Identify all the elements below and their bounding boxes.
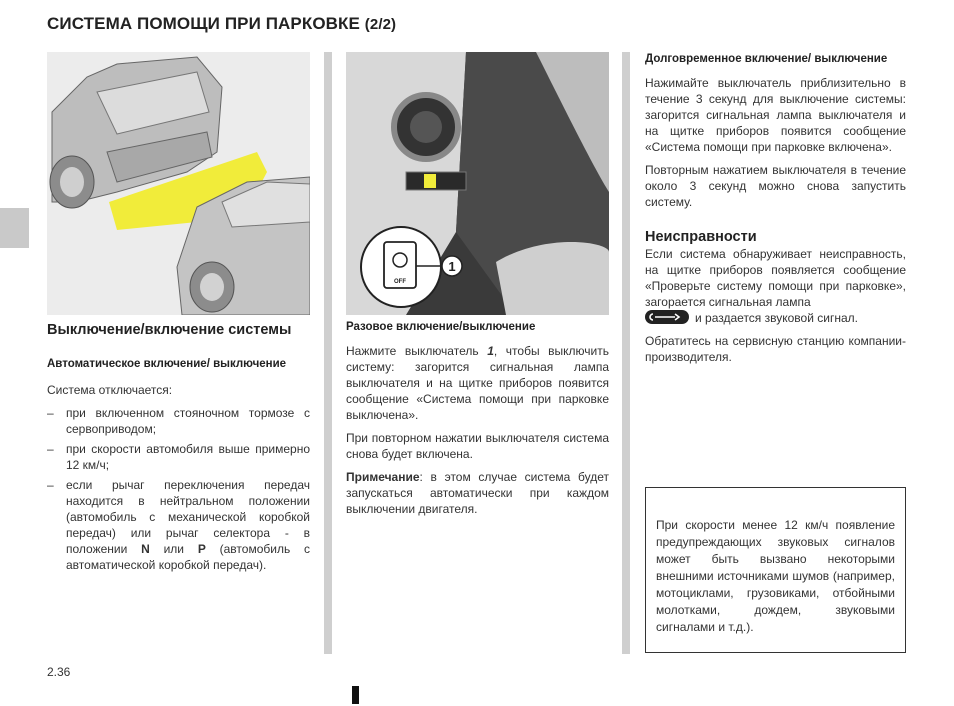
wrench-warning-icon	[645, 310, 689, 324]
text-span: Нажмите выключатель	[346, 344, 488, 358]
callout-number: 1	[448, 259, 456, 274]
dashboard-illustration	[346, 52, 609, 315]
paragraph-restart: Повторным нажатием выключателя в течение около 3 секунд можно снова запустить систему.	[645, 163, 906, 209]
paragraph-service: Обратитесь на сервисную станцию компании-производителя.	[645, 334, 906, 364]
chapter-tab	[0, 208, 29, 248]
note-text: : в этом случае система будет запускаться автоматически при каждом выключении двигателя.	[346, 470, 609, 516]
list-item-text: если рычаг переключения передач находится в нейтральном положении (автомобиль с механической коробкой передач) или рычаг селектора - в положении	[66, 478, 310, 556]
switch-number-ref: 1	[487, 344, 494, 358]
figure-car-rear-sensors	[47, 52, 310, 315]
list-item-text: (автомобиль с автоматической коробкой передач).	[66, 542, 310, 572]
list-item: – при скорости автомобиля выше примерно 12 км/ч;	[47, 441, 310, 473]
car-illustration	[47, 52, 310, 315]
subheading-auto: Автоматическое включение/ выключение	[47, 358, 287, 370]
figure-dashboard-switch	[346, 52, 609, 315]
column-divider-1	[324, 52, 332, 654]
paragraph-note	[346, 469, 609, 517]
column-2	[346, 320, 609, 524]
gear-n: N	[141, 542, 150, 556]
section-heading-off-on: Выключение/включение системы	[47, 322, 292, 338]
gear-p: P	[197, 542, 206, 556]
subheading-single: Разовое включение/выключение	[346, 321, 536, 333]
page-title-text: СИСТЕМА ПОМОЩИ ПРИ ПАРКОВКЕ	[47, 14, 360, 33]
switch-highlight	[424, 174, 436, 188]
text-span: и раздается звуковой сигнал.	[695, 311, 858, 325]
column-1	[47, 321, 310, 577]
note-box	[645, 487, 906, 653]
paragraph-intro: Система отключается:	[47, 383, 173, 397]
list-item: – при включенном стояночном тормозе с сервоприводом;	[47, 405, 310, 437]
note-box-text: При скорости менее 12 км/ч появление предупреждающих звуковых сигналов может быть вызвано некоторыми внешними источниками шумов (например, мотоциклами, грузовиками, отбойными молотками, дождем, звуковыми сигналами и т.д.).	[656, 518, 895, 634]
note-label: Примечание	[346, 470, 420, 484]
text-span: , чтобы выключить систему: загорится сигнальная лампа выключателя и на щитке приборов появится сообщение «Система помощи при парковке выключена».	[346, 344, 609, 422]
switch-off-label: OFF	[394, 279, 406, 285]
paragraph-fault	[645, 246, 906, 326]
paragraph-long-press: Нажимайте выключатель приблизительно в течение 3 секунд для выключение системы: загорится сигнальная лампа выключателя и на щитке приборов появится сообщение «Система помощи при парковке включена».	[645, 76, 906, 154]
list-item-text: или	[149, 542, 198, 556]
list-item	[47, 477, 310, 573]
section-heading-faults: Неисправности	[645, 229, 757, 245]
column-divider-2	[622, 52, 630, 654]
conditions-list	[47, 405, 310, 573]
subheading-long-press: Долговременное включение/ выключение	[645, 53, 888, 65]
paragraph-repeat-press: При повторном нажатии выключателя система снова будет включена.	[346, 431, 609, 461]
page-title-suffix: (2/2)	[364, 16, 397, 33]
column-3	[645, 52, 906, 372]
paragraph-press-switch	[346, 343, 609, 423]
text-span: Если система обнаруживает неисправность, на щитке приборов появляется сообщение «Проверьте систему помощи при парковке», загорается сигнальная лампа	[645, 247, 906, 309]
page-title	[47, 14, 396, 34]
page-number: 2.36	[47, 665, 71, 679]
footer-mark	[352, 686, 359, 704]
